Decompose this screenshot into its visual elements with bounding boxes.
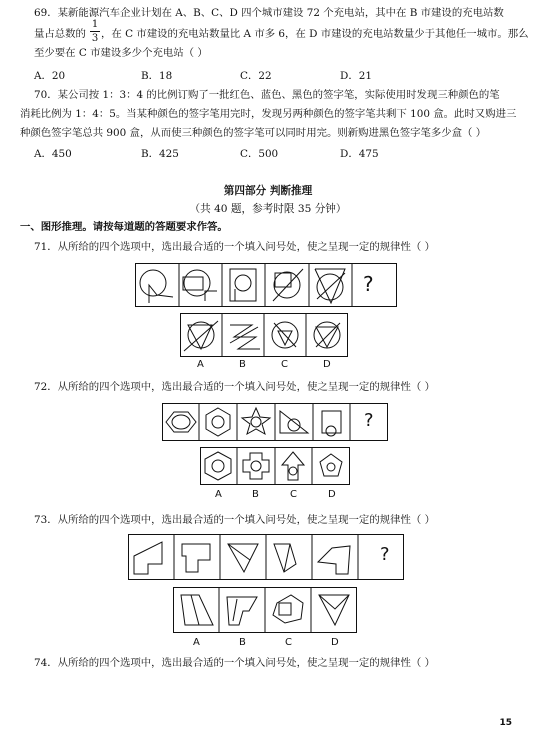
q69-line3: 至少要在 C 市建设多少个充电站（ ）	[34, 47, 208, 59]
q73-text: 73．从所给的四个选项中，选出最合适的一个填入问号处，使之呈现一定的规律性（ ）	[34, 514, 435, 526]
q70-option-d[interactable]: D．475	[340, 148, 379, 160]
q69-line2a: 量占总数的	[34, 28, 86, 40]
section-title: 第四部分 判断推理	[223, 185, 313, 197]
q69-fraction	[90, 19, 100, 44]
q72-label-b: B	[252, 489, 259, 500]
q72-sequence	[162, 403, 388, 441]
q74-text: 74．从所给的四个选项中，选出最合适的一个填入问号处，使之呈现一定的规律性（ ）	[34, 657, 435, 669]
q70-option-a[interactable]: A．450	[34, 148, 72, 160]
q71-label-a: A	[197, 359, 204, 370]
q73-label-a: A	[193, 637, 200, 648]
q69-option-d[interactable]: D．21	[340, 70, 372, 82]
q70-line3: 种颜色签字笔总共 900 盒，从而使三种颜色的签字笔可以同时用完。则新购进黑色签字笔多少盒（ ）	[20, 127, 487, 139]
q70-line1: 70．某公司按 1：3：4 的比例订购了一批红色、蓝色、黑色的签字笔，实际使用时发现三种颜色的笔	[34, 89, 500, 101]
q71-question-mark: ?	[363, 272, 374, 296]
page-number: 15	[499, 718, 512, 728]
q70-option-c[interactable]: C．500	[240, 148, 279, 160]
q72-label-a: A	[215, 489, 222, 500]
q73-label-b: B	[239, 637, 246, 648]
q73-label-c: C	[285, 637, 292, 648]
q71-label-d: D	[323, 359, 331, 370]
q69-line1: 69．某新能源汽车企业计划在 A、B、C、D 四个城市建设 72 个充电站，其中在 B 市建设的充电站数	[34, 7, 504, 19]
q71-sequence	[135, 263, 397, 307]
q69-option-a[interactable]: A．20	[34, 70, 66, 82]
q69-line2b: ，在 C 市建设的充电站数量比 A 市多 6，在 D 市建设的充电站数量少于其他任一城市。那么	[101, 28, 529, 40]
q73-label-d: D	[331, 637, 339, 648]
q72-question-mark: ?	[364, 410, 374, 431]
q72-options[interactable]	[200, 447, 350, 485]
q71-label-c: C	[281, 359, 288, 370]
q71-text: 71．从所给的四个选项中，选出最合适的一个填入问号处，使之呈现一定的规律性（ ）	[34, 241, 435, 253]
q73-options[interactable]	[173, 587, 357, 633]
q72-text: 72．从所给的四个选项中，选出最合适的一个填入问号处，使之呈现一定的规律性（ ）	[34, 381, 435, 393]
q70-option-b[interactable]: B．425	[141, 148, 179, 160]
section-subtitle: （共 40 题，参考时限 35 分钟）	[189, 203, 347, 215]
q71-options[interactable]	[180, 313, 348, 357]
q70-line2: 消耗比例为 1：4：5。当某种颜色的签字笔用完时，发现另两种颜色的签字笔共剩下 100 盒。此时又购进三	[20, 108, 517, 120]
q73-sequence	[128, 534, 404, 580]
q72-label-c: C	[290, 489, 297, 500]
fraction-numerator: 1	[91, 19, 99, 30]
q71-label-b: B	[239, 359, 246, 370]
fraction-denominator: 3	[91, 33, 99, 44]
q72-label-d: D	[328, 489, 336, 500]
q69-option-b[interactable]: B．18	[141, 70, 173, 82]
q69-option-c[interactable]: C．22	[240, 70, 272, 82]
q73-question-mark: ?	[380, 544, 390, 565]
part-heading: 一、图形推理。请按每道题的答题要求作答。	[20, 221, 228, 233]
